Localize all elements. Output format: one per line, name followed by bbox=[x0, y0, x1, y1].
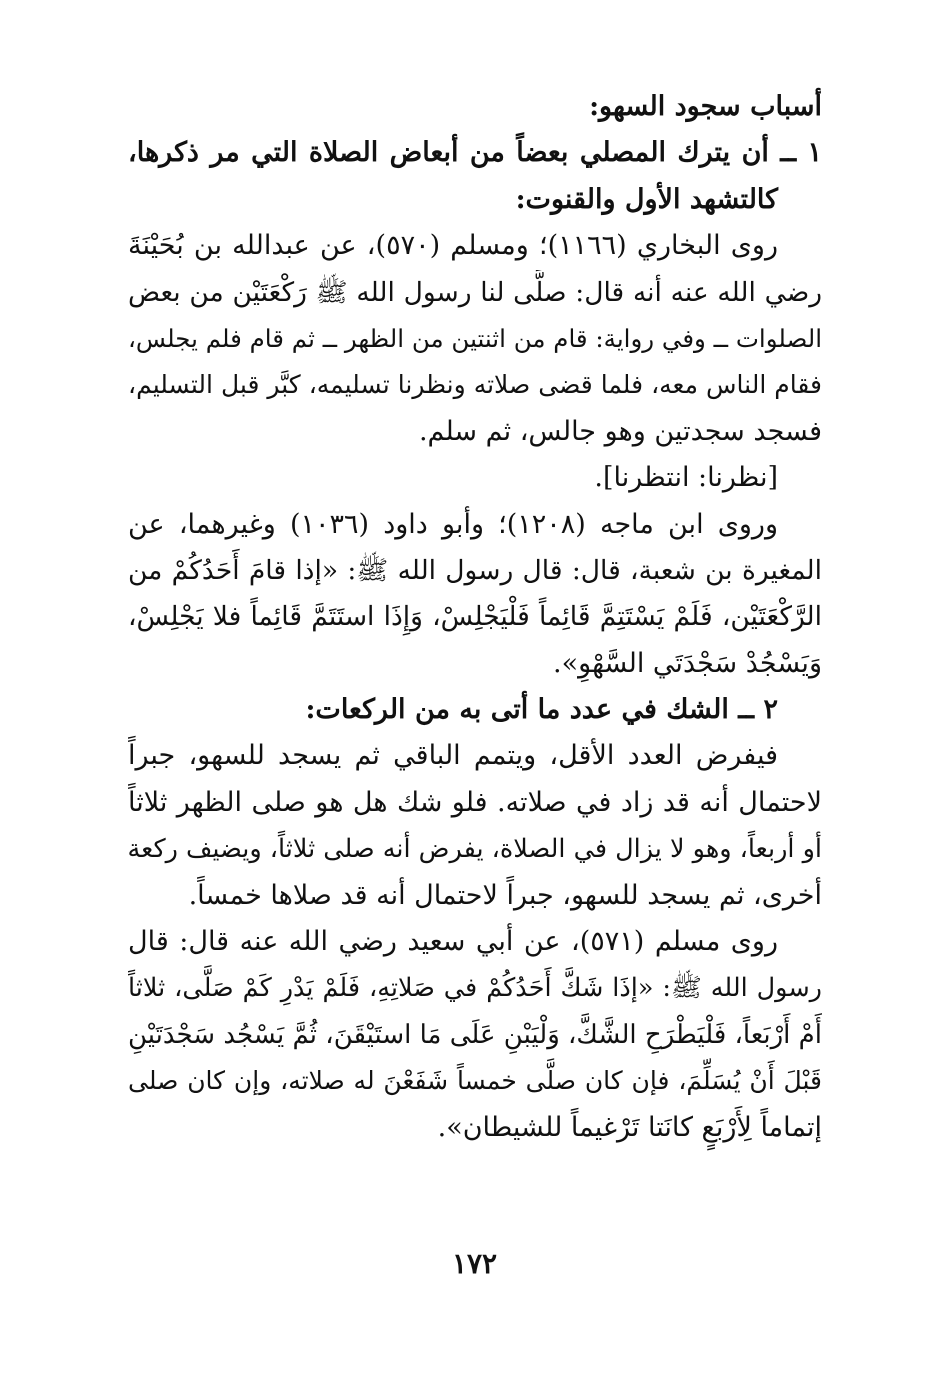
hadith-1-note: [نظرنا: انتظرنا]. bbox=[594, 462, 778, 494]
explanation-line-1: فيفرض العدد الأقل، ويتمم الباقي ثم يسجد للسهو، جبراً bbox=[128, 740, 778, 772]
hadith-3-line-4: قَبْلَ أَنْ يُسَلِّمَ، فإن كان صلَّى خمساً شَفَعْنَ له صلاته، وإن كان صلى bbox=[128, 1066, 822, 1096]
page-body bbox=[128, 84, 822, 1151]
cause-2-heading: ٢ ــ الشك في عدد ما أتى به من الركعات: bbox=[305, 694, 778, 726]
cause-1-line-2: كالتشهد الأول والقنوت: bbox=[515, 183, 778, 215]
hadith-2-line-4: وَيَسْجُدْ سَجْدَتَي السَّهْوِ». bbox=[553, 647, 822, 679]
hadith-2-line-2: المغيرة بن شعبة، قال: قال رسول الله ﷺ: «إذا قامَ أَحَدُكُمْ من bbox=[128, 554, 822, 586]
explanation-line-4: أخرى، ثم يسجد للسهو، جبراً لاحتمال أنه قد صلاها خمساً. bbox=[188, 879, 822, 911]
hadith-1-line-1: روى البخاري (١١٦٦)؛ ومسلم (٥٧٠)، عن عبدالله بن بُحَيْنَةَ bbox=[128, 230, 778, 262]
hadith-1-line-5: فسجد سجدتين وهو جالس، ثم سلم. bbox=[418, 415, 822, 447]
hadith-3-line-1: روى مسلم (٥٧١)، عن أبي سعيد رضي الله عنه قال: قال bbox=[128, 926, 778, 958]
cause-1-line-1: ١ ــ أن يترك المصلي بعضاً من أبعاض الصلاة التي مر ذكرها، bbox=[128, 137, 822, 169]
explanation-line-2: لاحتمال أنه قد زاد في صلاته. فلو شك هل هو صلى الظهر ثلاثاً bbox=[128, 786, 822, 818]
hadith-1-line-2: رضي الله عنه أنه قال: صلَّى لنا رسول الله ﷺ رَكْعَتَيْن من بعض bbox=[128, 276, 822, 308]
hadith-3-line-2: رسول الله ﷺ: «إذَا شَكَّ أَحَدُكُمْ في صَلاتِهِ، فَلَمْ يَدْرِ كَمْ صَلَّى، ثلاثاً bbox=[128, 973, 822, 1004]
hadith-1-line-4: فقام الناس معه، فلما قضى صلاته ونظرنا تسليمه، كبَّر قبل التسليم، bbox=[128, 370, 822, 400]
explanation-line-3: أو أربعاً، وهو لا يزال في الصلاة، يفرض أنه صلى ثلاثاً، ويضيف ركعة bbox=[128, 834, 822, 865]
hadith-3-line-5: إتماماً لِأَرْبَعٍ كانَتا تَرْغيماً للشيطان». bbox=[437, 1111, 822, 1143]
section-heading: أسباب سجود السهو: bbox=[589, 91, 822, 122]
hadith-3-line-3: أَمْ أَرْبَعاً، فَلْيَطْرَحِ الشَّكَّ، وَلْيَبْنِ عَلَى مَا استَيْقَنَ، ثُمَّ يَسْجُد سَجْدَتَيْنِ bbox=[128, 1019, 822, 1050]
hadith-1-line-3: الصلوات ــ وفي رواية: قام من اثنتين من الظهر ــ ثم قام فلم يجلس، bbox=[128, 323, 822, 353]
hadith-2-line-1: وروى ابن ماجه (١٢٠٨)؛ وأبو داود (١٠٣٦) وغيرهما، عن bbox=[128, 508, 778, 540]
hadith-2-line-3: الرَّكْعَتَيْن، فَلَمْ يَسْتَتِمَّ قَائِماً فَلْيَجْلِسْ، وَإِذَا استَتَمَّ قَائِماً فلا يَجْلِسْ، bbox=[128, 601, 822, 633]
page-number: ١٧٢ bbox=[451, 1247, 498, 1280]
